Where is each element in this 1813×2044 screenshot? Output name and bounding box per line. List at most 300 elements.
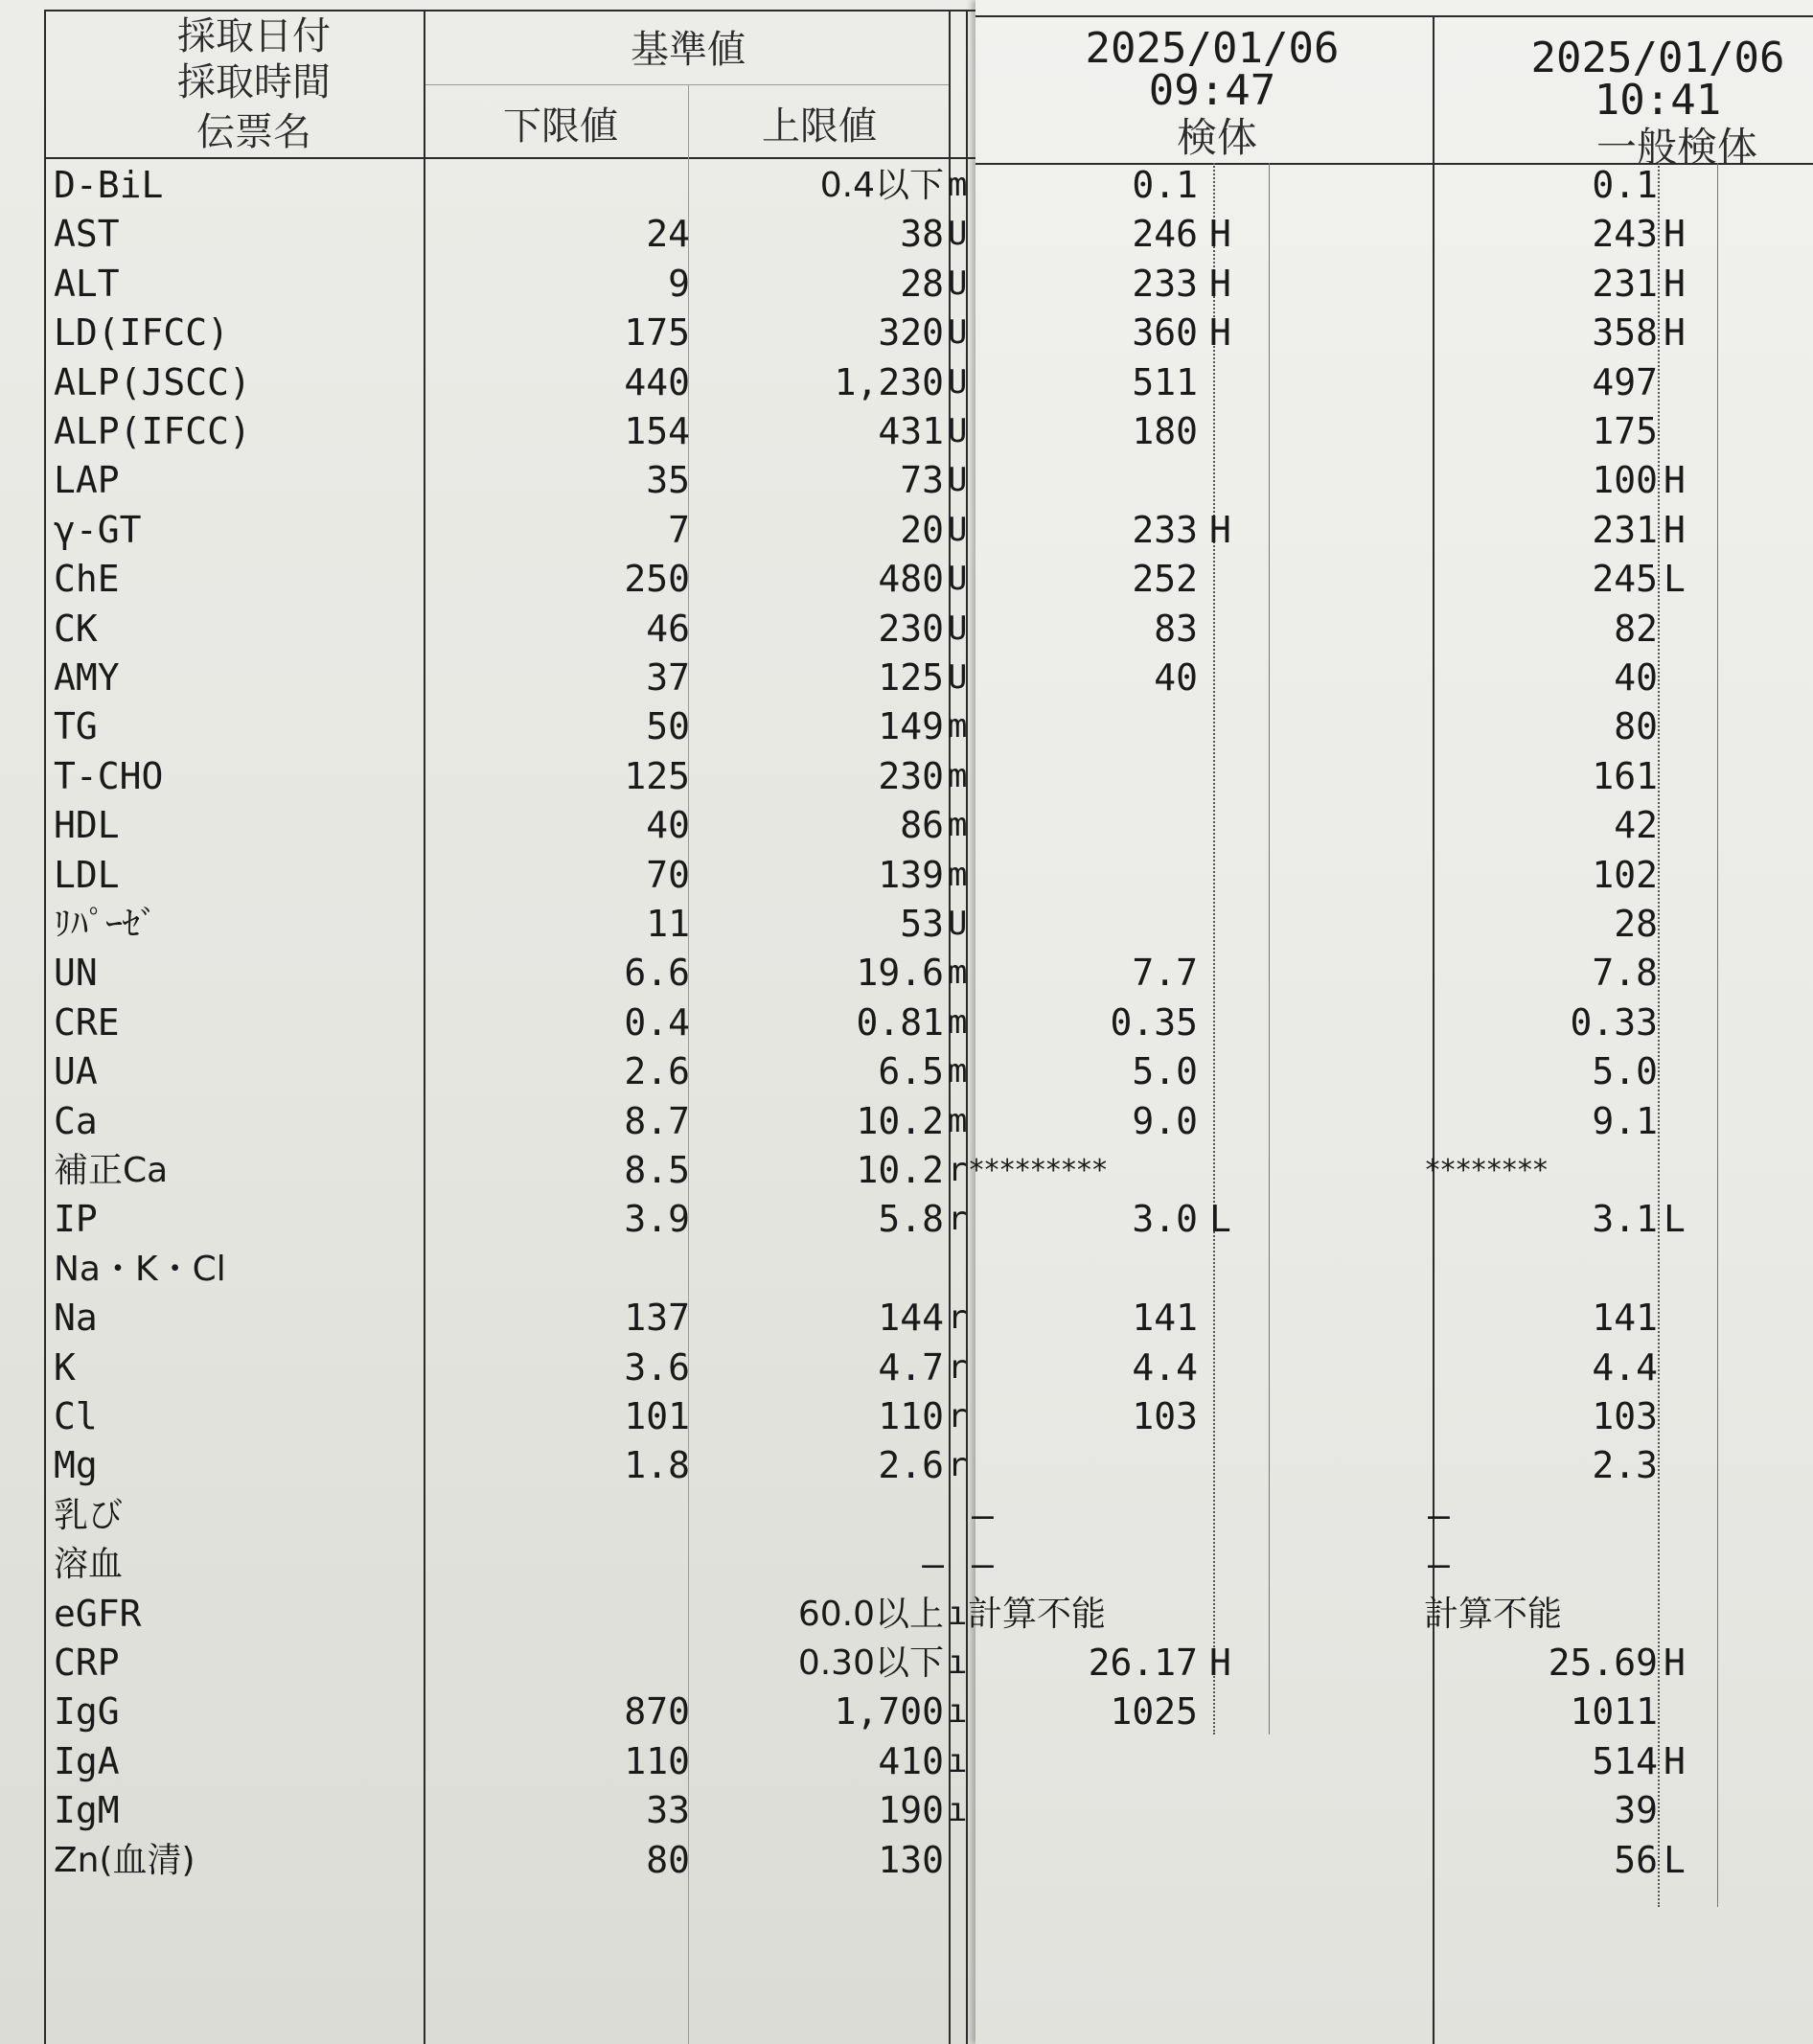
unit-fragment <box>948 1836 969 1885</box>
table-row <box>0 260 1813 309</box>
result-value-col2: 231 <box>1592 508 1658 551</box>
flag-col1: H <box>1209 508 1231 551</box>
flag-col1 <box>1209 555 1248 604</box>
row-name: IgM <box>54 1789 120 1832</box>
result-value-col2 <box>1418 1245 1658 1294</box>
flag-col1 <box>1209 1836 1248 1885</box>
ref-lower-value: 7 <box>668 508 690 551</box>
ref-upper-value: 144 <box>878 1297 944 1340</box>
ref-lower-value: 1.8 <box>624 1444 690 1487</box>
table-row <box>0 1097 1813 1146</box>
ref-lower-value: 70 <box>646 853 690 896</box>
row-name: LDL <box>54 853 120 896</box>
unit-fragment: m <box>948 707 968 746</box>
flag-col1: H <box>1209 311 1231 355</box>
result-value-col1: 180 <box>1132 410 1198 452</box>
result-value-col1: 0.1 <box>1132 164 1198 206</box>
unit-fragment: ı <box>948 1594 968 1633</box>
ref-upper-label: 上限値 <box>762 104 877 149</box>
unit-fragment: U <box>948 609 968 648</box>
result-value-col2: 100 <box>1592 459 1658 502</box>
row-name: LD(IFCC) <box>54 311 230 355</box>
ref-upper-value: 139 <box>878 853 944 896</box>
flag-col1: H <box>1209 1642 1231 1684</box>
table-row <box>0 506 1813 555</box>
flag-col2 <box>1664 801 1702 850</box>
table-row <box>0 1688 1813 1736</box>
ref-upper-value: 110 <box>878 1395 944 1437</box>
row-name: UA <box>54 1050 98 1093</box>
result-value-col2: 1011 <box>1570 1690 1658 1734</box>
flag-col1: H <box>1209 213 1231 256</box>
unit-fragment: m <box>948 1101 968 1140</box>
flag-col2 <box>1664 1590 1702 1639</box>
flag-col2: H <box>1664 1642 1686 1684</box>
result-value-col1: ********* <box>968 1154 1107 1187</box>
flag-col2 <box>1664 1392 1702 1441</box>
unit-fragment: ı <box>948 1791 968 1830</box>
row-name: IP <box>54 1198 98 1241</box>
flag-col2 <box>1664 1688 1702 1736</box>
row-name: ALP(IFCC) <box>54 410 251 452</box>
result-value-col1 <box>977 1786 1198 1835</box>
col1-slip: 検体 <box>1176 114 1257 161</box>
right-table-top-border <box>975 15 1813 17</box>
table-row <box>0 1047 1813 1096</box>
result-value-col2: 25.69 <box>1548 1642 1658 1684</box>
table-row <box>0 949 1813 998</box>
ref-range-title: 基準値 <box>631 28 746 72</box>
unit-fragment: ı <box>948 1643 968 1682</box>
row-name: CRP <box>54 1642 120 1684</box>
flag-col2 <box>1664 1540 1702 1589</box>
row-name: D-BiL <box>54 164 164 206</box>
flag-col2 <box>1664 1786 1702 1835</box>
col2-date: 2025/01/06 <box>1530 34 1785 82</box>
ref-lower-value: 24 <box>646 213 690 256</box>
table-row <box>0 210 1813 259</box>
row-name: 溶血 <box>54 1545 124 1585</box>
flag-col2: L <box>1664 558 1686 601</box>
ref-lower-value: 9 <box>668 262 690 305</box>
row-name: LAP <box>54 459 120 502</box>
header-label-slip: 伝票名 <box>196 110 311 154</box>
flag-col2: L <box>1664 1838 1686 1881</box>
row-name: IgA <box>54 1739 120 1782</box>
unit-fragment: m <box>948 1002 968 1042</box>
ref-lower-value: 154 <box>624 410 690 452</box>
result-value-col2: 80 <box>1614 705 1658 748</box>
table-row <box>0 851 1813 900</box>
flag-col2: H <box>1664 213 1686 256</box>
result-value-col2: 42 <box>1614 804 1658 847</box>
table-row <box>0 654 1813 702</box>
ref-upper-value: 480 <box>878 558 944 601</box>
flag-col2 <box>1664 1146 1702 1195</box>
ref-upper-value: 4.7 <box>878 1345 944 1389</box>
flag-col2 <box>1664 1097 1702 1146</box>
result-value-col2: 497 <box>1592 360 1658 403</box>
unit-fragment: m <box>948 756 968 795</box>
header-label-time: 採取時間 <box>177 60 331 104</box>
row-name: Na <box>54 1297 98 1340</box>
result-value-col1: 103 <box>1132 1395 1198 1437</box>
flag-col1: L <box>1209 1198 1231 1241</box>
flag-col2: H <box>1664 459 1686 502</box>
flag-col1 <box>1209 1590 1248 1639</box>
flag-col1: H <box>1209 262 1231 305</box>
ref-lower-value: 870 <box>624 1690 690 1734</box>
flag-col1 <box>1209 1047 1248 1096</box>
ref-lower-value: 2.6 <box>624 1050 690 1093</box>
table-row <box>0 1491 1813 1540</box>
flag-col1 <box>1209 1540 1248 1589</box>
table-row <box>0 1590 1813 1639</box>
unit-fragment: m <box>948 806 968 845</box>
result-value-col2: 2.3 <box>1592 1444 1658 1487</box>
result-value-col2: 0.33 <box>1570 1000 1658 1044</box>
unit-fragment: U <box>948 313 968 353</box>
row-name: T-CHO <box>54 754 164 797</box>
table-row <box>0 407 1813 456</box>
result-value-col2: ******** <box>1424 1154 1548 1187</box>
flag-col2 <box>1664 1441 1702 1490</box>
table-row <box>0 1786 1813 1835</box>
table-row <box>0 1737 1813 1786</box>
ref-upper-value: 73 <box>900 459 944 502</box>
row-name: CRE <box>54 1000 120 1044</box>
row-name: ALP(JSCC) <box>54 360 251 403</box>
unit-fragment <box>948 1540 969 1589</box>
table-row <box>0 358 1813 407</box>
result-value-col2: 243 <box>1592 213 1658 256</box>
flag-col2 <box>1664 999 1702 1047</box>
result-value-col1: 233 <box>1132 262 1198 305</box>
unit-fragment: U <box>948 461 968 500</box>
flag-col1 <box>1209 801 1248 850</box>
ref-upper-value: 190 <box>878 1789 944 1832</box>
result-value-col2: 計算不能 <box>1424 1594 1563 1634</box>
ref-upper-value: 1,230 <box>834 360 944 403</box>
result-value-col1: – <box>972 1493 994 1536</box>
result-value-col2: 231 <box>1592 262 1658 305</box>
ref-upper-value: 0.4以下 <box>819 166 944 205</box>
ref-lower-value: 8.5 <box>624 1149 690 1191</box>
result-value-col2: – <box>1428 1493 1450 1536</box>
table-row <box>0 1441 1813 1490</box>
flag-col1 <box>1209 1294 1248 1343</box>
table-row <box>0 161 1813 210</box>
row-name: Na・K・Cl <box>54 1249 226 1289</box>
result-value-col1: 計算不能 <box>968 1594 1107 1634</box>
table-row <box>0 456 1813 505</box>
flag-col1 <box>1209 358 1248 407</box>
unit-fragment: r <box>948 1397 968 1435</box>
table-row <box>0 801 1813 850</box>
result-value-col2: 7.8 <box>1592 952 1658 995</box>
ref-lower-value: 40 <box>646 804 690 847</box>
result-value-col2: 103 <box>1592 1395 1658 1437</box>
result-value-col1: 7.7 <box>1132 952 1198 995</box>
row-name: eGFR <box>54 1592 142 1635</box>
unit-fragment: U <box>948 658 968 697</box>
ref-lower-value: 101 <box>624 1395 690 1437</box>
ref-lower-value: 3.6 <box>624 1345 690 1389</box>
unit-fragment <box>948 1491 969 1540</box>
ref-lower-value: 80 <box>646 1838 690 1881</box>
ref-lower-value <box>441 1639 690 1688</box>
ref-upper-value <box>709 1245 944 1294</box>
col2-time: 10:41 <box>1594 76 1722 125</box>
flag-col2 <box>1664 949 1702 998</box>
unit-fragment: r <box>948 1200 968 1239</box>
result-value-col1: 1025 <box>1110 1690 1198 1734</box>
ref-upper-value: 86 <box>900 804 944 847</box>
flag-col1 <box>1209 949 1248 998</box>
table-row <box>0 1540 1813 1589</box>
flag-col1 <box>1209 1786 1248 1835</box>
ref-upper-value: 19.6 <box>856 952 944 995</box>
result-value-col1: 3.0 <box>1132 1198 1198 1241</box>
flag-col1 <box>1209 456 1248 505</box>
result-value-col2: 175 <box>1592 410 1658 452</box>
result-value-col2: – <box>1428 1543 1450 1586</box>
flag-col1 <box>1209 999 1248 1047</box>
flag-col1 <box>1209 900 1248 949</box>
result-value-col2: 514 <box>1592 1739 1658 1782</box>
table-row <box>0 1836 1813 1885</box>
ref-lower-value: 35 <box>646 459 690 502</box>
result-value-col2: 0.1 <box>1592 164 1658 206</box>
flag-col2 <box>1664 851 1702 900</box>
flag-col1 <box>1209 161 1248 210</box>
ref-upper-value: 320 <box>878 311 944 355</box>
ref-upper-value <box>709 1491 944 1540</box>
flag-col1 <box>1209 1344 1248 1392</box>
row-name: UN <box>54 952 98 995</box>
col1-date: 2025/01/06 <box>1085 24 1340 73</box>
flag-col1 <box>1209 1688 1248 1736</box>
ref-upper-value: 5.8 <box>878 1198 944 1241</box>
result-value-col2: 9.1 <box>1592 1099 1658 1142</box>
table-row <box>0 999 1813 1047</box>
ref-lower-value: 50 <box>646 705 690 748</box>
ref-lower-value: 137 <box>624 1297 690 1340</box>
result-value-col1: 4.4 <box>1132 1345 1198 1389</box>
unit-fragment: r <box>948 1151 968 1189</box>
table-row <box>0 1344 1813 1392</box>
table-row <box>0 1392 1813 1441</box>
ref-upper-value: – <box>922 1543 944 1586</box>
result-value-col1: 40 <box>1154 656 1198 699</box>
ref-upper-value: 53 <box>900 903 944 945</box>
table-row <box>0 900 1813 949</box>
result-value-col1: 252 <box>1132 558 1198 601</box>
unit-fragment: m <box>948 953 968 993</box>
ref-upper-value: 230 <box>878 607 944 650</box>
ref-lower-value: 37 <box>646 656 690 699</box>
ref-lower-value: 440 <box>624 360 690 403</box>
ref-upper-value: 230 <box>878 754 944 797</box>
unit-fragment <box>948 1245 969 1294</box>
result-value-col1: 141 <box>1132 1297 1198 1340</box>
flag-col1 <box>1209 702 1248 751</box>
unit-fragment: U <box>948 560 968 599</box>
row-name: 補正Ca <box>54 1151 169 1190</box>
ref-upper-value: 0.30以下 <box>797 1643 944 1683</box>
unit-fragment: U <box>948 215 968 254</box>
table-row <box>0 1294 1813 1343</box>
flag-col2: H <box>1664 1739 1686 1782</box>
ref-lower-value: 125 <box>624 754 690 797</box>
result-value-col2: 161 <box>1592 754 1658 797</box>
row-name: Mg <box>54 1444 98 1487</box>
flag-col2: L <box>1664 1198 1686 1241</box>
result-value-col1 <box>977 851 1198 900</box>
flag-col2 <box>1664 161 1702 210</box>
flag-col2 <box>1664 752 1702 801</box>
result-value-col1 <box>977 1836 1198 1885</box>
ref-lower-value: 3.9 <box>624 1198 690 1241</box>
unit-fragment: U <box>948 264 968 303</box>
result-value-col1 <box>977 801 1198 850</box>
result-value-col1: 0.35 <box>1110 1000 1198 1044</box>
result-value-col2: 358 <box>1592 311 1658 355</box>
result-value-col2: 141 <box>1592 1297 1658 1340</box>
result-value-col1: 360 <box>1132 311 1198 355</box>
row-name: Cl <box>54 1395 98 1437</box>
table-row <box>0 1195 1813 1244</box>
ref-upper-value: 125 <box>878 656 944 699</box>
flag-col1 <box>1209 1097 1248 1146</box>
result-value-col1: 246 <box>1132 213 1198 256</box>
header-label-date: 採取日付 <box>177 14 331 58</box>
result-value-col1 <box>977 752 1198 801</box>
ref-lower-value: 175 <box>624 311 690 355</box>
ref-lower-value: 33 <box>646 1789 690 1832</box>
ref-lower-value: 0.4 <box>624 1000 690 1044</box>
row-name: CK <box>54 607 98 650</box>
ref-upper-value: 28 <box>900 262 944 305</box>
flag-col1 <box>1209 654 1248 702</box>
row-name: Zn(血清) <box>54 1840 195 1880</box>
unit-fragment: ı <box>948 1741 968 1780</box>
ref-upper-value: 2.6 <box>878 1444 944 1487</box>
flag-col2 <box>1664 358 1702 407</box>
table-row <box>0 555 1813 604</box>
ref-upper-value: 149 <box>878 705 944 748</box>
result-value-col2: 5.0 <box>1592 1050 1658 1093</box>
ref-lower-value: 11 <box>646 903 690 945</box>
ref-lower-label: 下限値 <box>503 104 618 149</box>
col1-time: 09:47 <box>1148 66 1276 115</box>
table-row <box>0 605 1813 654</box>
unit-fragment: r <box>948 1347 968 1387</box>
row-name: K <box>54 1345 76 1389</box>
result-value-col2: 3.1 <box>1592 1198 1658 1241</box>
table-row <box>0 309 1813 357</box>
ref-upper-value: 1,700 <box>834 1690 944 1734</box>
result-value-col1 <box>977 1737 1198 1786</box>
unit-fragment: m <box>948 166 968 204</box>
ref-lower-value: 46 <box>646 607 690 650</box>
flag-col2: H <box>1664 508 1686 551</box>
row-name: TG <box>54 705 98 748</box>
flag-col2 <box>1664 407 1702 456</box>
ref-upper-value: 20 <box>900 508 944 551</box>
table-row <box>0 752 1813 801</box>
result-value-col1: 9.0 <box>1132 1099 1198 1142</box>
row-name: γ-GT <box>54 508 142 551</box>
unit-fragment: ı <box>948 1692 968 1732</box>
result-value-col1: 5.0 <box>1132 1050 1198 1093</box>
table-row <box>0 1245 1813 1294</box>
ref-upper-value: 10.2 <box>856 1099 944 1142</box>
ref-upper-value: 38 <box>900 213 944 256</box>
result-value-col1 <box>977 456 1198 505</box>
result-value-col2: 102 <box>1592 853 1658 896</box>
flag-col2 <box>1664 1294 1702 1343</box>
ref-upper-value: 0.81 <box>856 1000 944 1044</box>
table-row <box>0 1146 1813 1195</box>
ref-lower-value: 250 <box>624 558 690 601</box>
row-name: 乳び <box>54 1495 124 1535</box>
result-value-col1 <box>977 702 1198 751</box>
row-name: Ca <box>54 1099 98 1142</box>
result-value-col1: 26.17 <box>1088 1642 1198 1684</box>
table-row <box>0 702 1813 751</box>
ref-lower-value <box>441 161 690 210</box>
unit-fragment: U <box>948 905 968 943</box>
unit-fragment: r <box>948 1298 968 1338</box>
ref-upper-value: 130 <box>878 1838 944 1881</box>
result-value-col1 <box>977 1441 1198 1490</box>
ref-lower-value <box>441 1590 690 1639</box>
row-name: AMY <box>54 656 120 699</box>
flag-col2 <box>1664 702 1702 751</box>
ref-upper-value: 410 <box>878 1739 944 1782</box>
result-value-col2: 39 <box>1614 1789 1658 1832</box>
flag-col2 <box>1664 605 1702 654</box>
flag-col2 <box>1664 654 1702 702</box>
ref-lower-value <box>441 1491 690 1540</box>
result-value-col1: – <box>972 1543 994 1586</box>
ref-lower-value: 8.7 <box>624 1099 690 1142</box>
result-value-col1: 83 <box>1154 607 1198 650</box>
result-value-col2: 82 <box>1614 607 1658 650</box>
result-value-col1 <box>977 1245 1198 1294</box>
ref-lower-value <box>441 1540 690 1589</box>
ref-upper-value: 10.2 <box>856 1149 944 1191</box>
row-name: ChE <box>54 558 120 601</box>
flag-col1 <box>1209 605 1248 654</box>
result-value-col2: 56 <box>1614 1838 1658 1881</box>
flag-col1 <box>1209 752 1248 801</box>
header-bottom-border <box>46 157 975 159</box>
unit-fragment: U <box>948 412 968 450</box>
flag-col1 <box>1209 1441 1248 1490</box>
flag-col2 <box>1664 1245 1702 1294</box>
row-name: ﾘﾊﾟｰｾﾞ <box>54 905 157 944</box>
flag-col2 <box>1664 1344 1702 1392</box>
flag-col1 <box>1209 1245 1248 1294</box>
result-value-col2: 4.4 <box>1592 1345 1658 1389</box>
ref-lower-value: 6.6 <box>624 952 690 995</box>
flag-col1 <box>1209 1146 1248 1195</box>
flag-col2 <box>1664 900 1702 949</box>
flag-col1 <box>1209 1491 1248 1540</box>
flag-col1 <box>1209 1392 1248 1441</box>
